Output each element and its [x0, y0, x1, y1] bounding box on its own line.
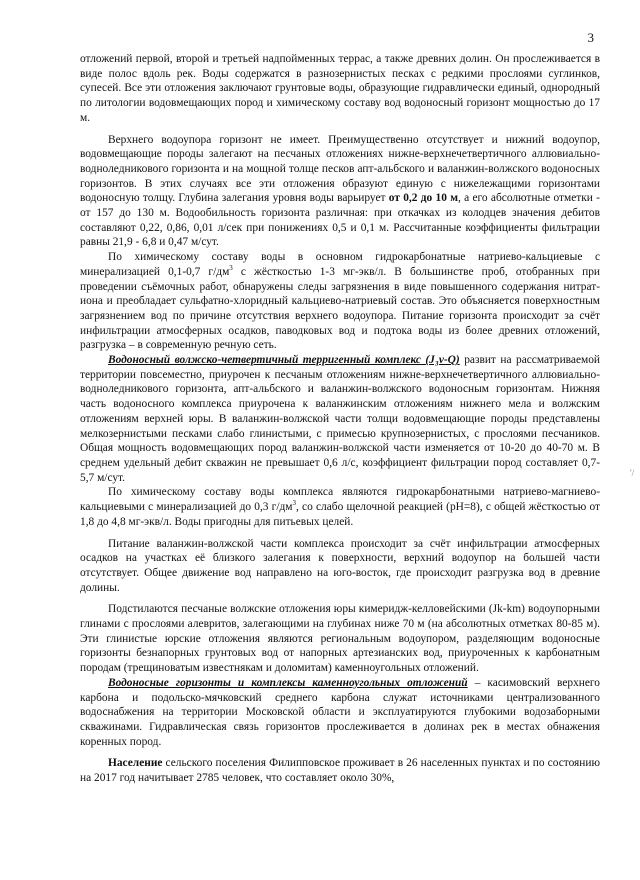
section-heading-volga-quaternary: Водоносный волжско-четвертичный терригенный комплекс (J₃v-Q) [108, 354, 460, 367]
paragraph-7 [80, 602, 600, 676]
superscript: 3 [292, 499, 297, 508]
paragraph-7-text: Подстилаются песчаные волжские отложения юры кимеридж-келловейскими (Jk-km) водоупорными глинами с прослоями алевритов, залегающими на глубинах ниже 70 м (на абсолютных отметках 80-85 м). Эти глинистые юрские отложения являются региональным водоупором, разделяющим водоносные горизонты безнапорных грунтовых вод от напорных артезианских вод, приуроченных к карбонатным породам (трещиноватым известнякам и доломитам) каменноугольных отложений. [80, 603, 600, 675]
paragraph-5-text-b: , со слабо щелочной реакцией (pH=8), с общей жёсткостью от 1,8 до 4,8 мг-экв/л. Воды пригодны для питьевых целей. [80, 501, 601, 528]
paragraph-5 [80, 485, 600, 529]
paragraph-2-text-b: , а его абсолютные отметки - от 157 до 130 м. Водообильность горизонта различная: при откачках из колодцев значения дебитов составляют 0,22, 0,86, 0,01 л/сек при понижениях 0,5 и 0,1 м. Рассчитанные коэффициенты фильтрации равны 21,9 - 6,8 и 0,47 м/сут. [80, 192, 600, 249]
paragraph-6-text: Питание валанжин-волжской части комплекса происходит за счёт инфильтрации атмосферных осадков на участках её близкого залегания к поверхности, верхний водоупор на большей части отсутствует. Общее движение вод направлено на юго-восток, где происходит разгрузка вод в древние долины. [80, 537, 600, 594]
paragraph-3 [80, 250, 600, 353]
paragraph-1-text: отложений первой, второй и третьей надпойменных террас, а также древних долин. Он прослеживается в виде полос вдоль рек. Воды содержатся в разнозернистых песках с редкими прослоями суглинков, супесей. Все эти отложения заключают грунтовые воды, образующие гидравлически единый, однородный по литологии водовмещающих пород и химическому составу вод водоносный горизонт мощностью до 17 м. [80, 53, 600, 124]
paragraph-4 [80, 353, 600, 485]
paragraph-8-text: – касимовский верхнего карбона и подольско-мячковский среднего карбона служат источниками централизованного водоснабжения на территории Московской области и эксплуатируются глубокими водозаборными скважинами. Гидравлическая связь горизонтов прослеживается в долинах рек в местах обнажения коренных пород. [80, 676, 601, 748]
section-heading-carboniferous: Водоносные горизонты и комплексы каменноугольных отложений [108, 676, 468, 689]
margin-mark: '/ [630, 468, 635, 478]
depth-range-bold: от 0,2 до 10 м [388, 192, 458, 205]
paragraph-5-text-a: По химическому составу воды комплекса являются гидрокарбонатными натриево-магниево-кальциевыми с минерализацией до 0,3 г/дм [80, 486, 600, 514]
section-heading-population: Население [108, 757, 163, 770]
page-number: 3 [587, 30, 594, 45]
superscript: 3 [229, 264, 233, 273]
paragraph-3-text-b: с жёсткостью 1-3 мг-экв/л. В большинстве проб, отобранных при проведении съёмочных работ, обнаружены следы загрязнения в виде повышенного содержания нитрат-иона и преобладает сульфатно-хлоридный кальциево-натриевый состав. Это объясняется поверхностным загрязнением вод по причине отсутствия верхнего водоупора. Питание горизонта происходит за счёт инфильтрации атмосферных осадков, паводковых вод и подтока воды из более древних отложений, разгрузка – в современную речную сеть. [80, 265, 600, 352]
paragraph-8 [80, 676, 600, 750]
paragraph-3-text-a: По химическому составу воды в основном гидрокарбонатные натриево-кальциевые с минерализацией 0,1-0,7 г/дм [80, 251, 600, 278]
document-body [80, 52, 600, 786]
paragraph-9 [80, 756, 600, 785]
paragraph-4-text: развит на рассматриваемой территории повсеместно, приурочен к песчаным отложениям нижне-верхнечетвертичного аллювиально-водноледникового горизонта, апт-альбского и валанжин-волжского водоносным горизонтам. Нижняя часть водоносного комплекса приурочена к валанжинским отложениям нижнего мела и волжским отложениям верхней юры. В валанжин-волжской части толщи водовмещающие породы представлены мелкозернистыми песками слабо глинистыми, с примесью крупнозернистых, с прослоями песчаников. Общая мощность водовмещающих пород валанжин-волжской части изменяется от 10-20 до 40-70 м. В среднем удельный дебит скважин не превышает 0,6 л/с, коэффициент фильтрации пород составляет 0,7-5,7 м/сут. [80, 354, 601, 484]
paragraph-2 [80, 133, 600, 251]
paragraph-6 [80, 537, 600, 596]
paragraph-9-text: сельского поселения Филипповское проживает в 26 населенных пунктах и по состоянию на 2017 год начитывает 2785 человек, что составляет около 30%, [80, 757, 600, 785]
paragraph-2-text-a: Верхнего водоупора горизонт не имеет. Преимущественно отсутствует и нижний водоупор, водовмещающие породы залегают на песчаных отложениях нижне-верхнечетвертичного аллювиально-водноледникового горизонта и на мощной толще песков апт-альбского и валанжин-волжского водоносных горизонтов. В этих случаях все эти отложения образуют единую с нижележащими горизонтами водоносную толщу. Глубина залегания уровня воды варьирует [80, 133, 600, 205]
paragraph-1 [80, 52, 600, 126]
